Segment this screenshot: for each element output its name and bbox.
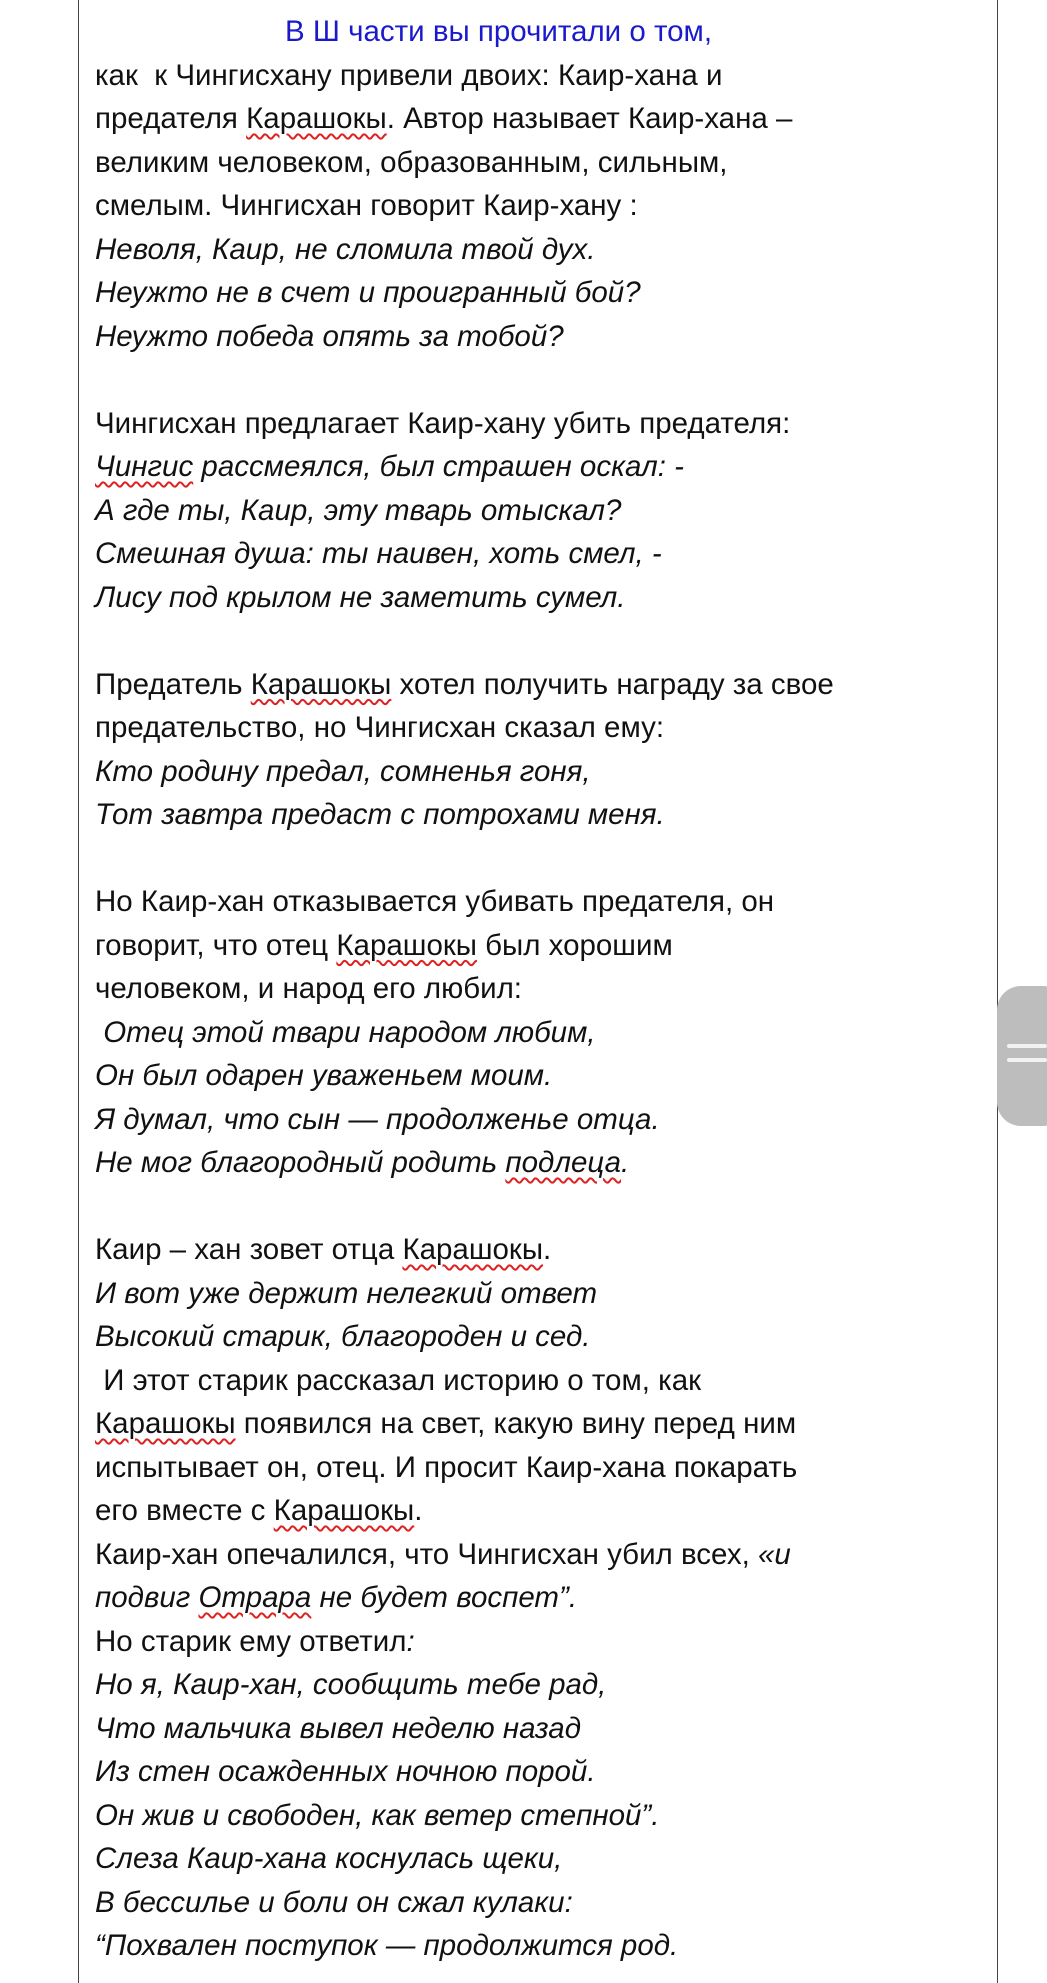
text-line: [95, 706, 995, 750]
text-segment: Он жив и свободен, как ветер степной”.: [95, 1798, 660, 1832]
text-line: [95, 1315, 995, 1359]
text-line: [95, 54, 995, 98]
text-segment: смелым. Чингисхан говорит Каир-хану :: [95, 189, 638, 222]
text-segment: Чингисхан предлагает Каир-хану убить предателя:: [95, 406, 791, 440]
text-line: [95, 1228, 995, 1272]
text-line: [95, 489, 995, 533]
text-segment: Каир-хан опечалился, что Чингисхан убил всех,: [95, 1537, 758, 1571]
document-body: [95, 10, 995, 1968]
text-segment: И этот старик рассказал историю о том, как: [95, 1363, 702, 1397]
text-segment: Но Каир-хан отказывается убивать предателя, он: [95, 885, 775, 918]
text-segment: великим человеком, образованным, сильным,: [95, 145, 728, 179]
text-segment: .: [543, 1233, 552, 1266]
text-segment: Я думал, что сын — продолженье отца.: [95, 1102, 660, 1136]
misspelled-word: Карашокы: [250, 667, 392, 701]
text-line: [95, 445, 995, 489]
grip-line-icon: [1007, 1058, 1047, 1062]
text-segment: его вместе с: [95, 1494, 274, 1527]
text-line: [95, 576, 995, 620]
text-segment: хотел получить награду за свое: [391, 667, 834, 701]
text-segment: Он был одарен уваженьем моим.: [95, 1059, 553, 1092]
text-segment: .: [414, 1494, 423, 1527]
text-line: [95, 1533, 995, 1577]
text-segment: . Автор называет Каир-хана –: [386, 102, 793, 135]
text-line: [95, 97, 995, 141]
text-segment: рассмеялся, был страшен оскал: -: [193, 450, 684, 483]
text-line: [95, 184, 995, 228]
text-segment: Смешная душа: ты наивен, хоть смел, -: [95, 537, 662, 570]
text-line: [95, 1750, 995, 1794]
text-segment: Предатель: [95, 667, 251, 701]
text-segment: И вот уже держит нелегкий ответ: [95, 1276, 598, 1310]
text-segment: как к Чингисхану привели двоих: Каир-хана и: [95, 58, 723, 92]
text-line: [95, 750, 995, 794]
text-line: [95, 1359, 995, 1403]
grip-line-icon: [1007, 1044, 1047, 1048]
text-segment: предательство, но Чингисхан сказал ему:: [95, 711, 665, 744]
scroll-handle[interactable]: [997, 986, 1047, 1126]
misspelled-word: Отрара: [198, 1581, 312, 1614]
document-lines: [95, 54, 995, 1968]
text-segment: Слеза Каир-хана коснулась щеки,: [95, 1842, 563, 1875]
text-line: [95, 271, 995, 315]
text-line: [95, 1924, 995, 1968]
text-segment: Кто родину предал, сомненья гоня,: [95, 754, 591, 788]
text-segment: Неволя, Каир, не сломила твой дух.: [95, 232, 596, 266]
blank-line: [95, 619, 995, 663]
text-segment: А где ты, Каир, эту тварь отыскал?: [95, 493, 622, 527]
misspelled-word: Карашокы: [246, 102, 387, 135]
text-line: [95, 228, 995, 272]
text-segment: .: [620, 1146, 630, 1179]
text-segment: Из стен осажденных ночною порой.: [95, 1755, 596, 1788]
text-line: [95, 141, 995, 185]
text-segment: Но старик ему ответил: [95, 1624, 407, 1658]
text-line: [95, 1011, 995, 1055]
text-line: [95, 1402, 995, 1446]
text-segment: Неужто не в счет и проигранный бой?: [95, 276, 641, 309]
text-segment: Тот завтра предаст с потрохами меня.: [95, 798, 665, 831]
text-segment: появился на свет, какую вину перед ним: [235, 1407, 797, 1440]
text-line: [95, 1576, 995, 1620]
misspelled-word: Чингис: [95, 450, 194, 483]
text-line: [95, 1141, 995, 1185]
misspelled-word: Карашокы: [95, 1407, 236, 1440]
text-line: [95, 1663, 995, 1707]
text-segment: :: [406, 1624, 415, 1658]
text-line: [95, 315, 995, 359]
misspelled-word: Карашокы: [336, 928, 477, 962]
text-segment: «и: [757, 1537, 791, 1571]
text-segment: Неужто победа опять за тобой?: [95, 319, 564, 353]
text-line: [95, 1446, 995, 1490]
text-segment: человеком, и народ его любил:: [95, 972, 523, 1005]
text-line: [95, 924, 995, 968]
text-line: [95, 793, 995, 837]
text-segment: подвиг: [95, 1581, 199, 1614]
text-segment: испытывает он, отец. И просит Каир-хана покарать: [95, 1450, 798, 1484]
text-line: [95, 1272, 995, 1316]
text-segment: Отец этой твари народом любим,: [95, 1015, 596, 1049]
text-line: [95, 1881, 995, 1925]
text-line: [95, 880, 995, 924]
text-segment: Не мог благородный родить: [95, 1146, 506, 1179]
text-segment: был хорошим: [476, 928, 673, 962]
blank-line: [95, 358, 995, 402]
text-line: [95, 1098, 995, 1142]
text-line: [95, 532, 995, 576]
text-segment: Лису под крылом не заметить сумел.: [95, 580, 626, 614]
misspelled-word: Карашокы: [402, 1233, 544, 1266]
text-segment: В бессилье и боли он сжал кулаки:: [95, 1885, 573, 1919]
text-segment: “Похвален поступок — продолжится род.: [95, 1929, 679, 1962]
misspelled-word: Карашокы: [273, 1494, 415, 1527]
text-segment: Высокий старик, благороден и сед.: [95, 1320, 591, 1353]
blank-line: [95, 837, 995, 881]
text-segment: Но я, Каир-хан, сообщить тебе рад,: [95, 1668, 607, 1701]
misspelled-word: подлеца: [505, 1146, 621, 1179]
text-line: [95, 1837, 995, 1881]
text-line: [95, 1054, 995, 1098]
section-heading: В Ш части вы прочитали о том,: [285, 15, 713, 48]
text-segment: не будет воспет”.: [311, 1581, 578, 1614]
text-line: [95, 1794, 995, 1838]
text-segment: Что мальчика вывел неделю назад: [95, 1711, 582, 1745]
text-line: [95, 663, 995, 707]
text-line: [95, 1620, 995, 1664]
blank-line: [95, 1185, 995, 1229]
text-line: [95, 1707, 995, 1751]
text-line: [95, 1489, 995, 1533]
text-segment: говорит, что отец: [95, 928, 337, 962]
text-segment: предателя: [95, 102, 247, 135]
text-segment: Каир – хан зовет отца: [95, 1233, 403, 1266]
text-line: [95, 967, 995, 1011]
text-line: [95, 402, 995, 446]
